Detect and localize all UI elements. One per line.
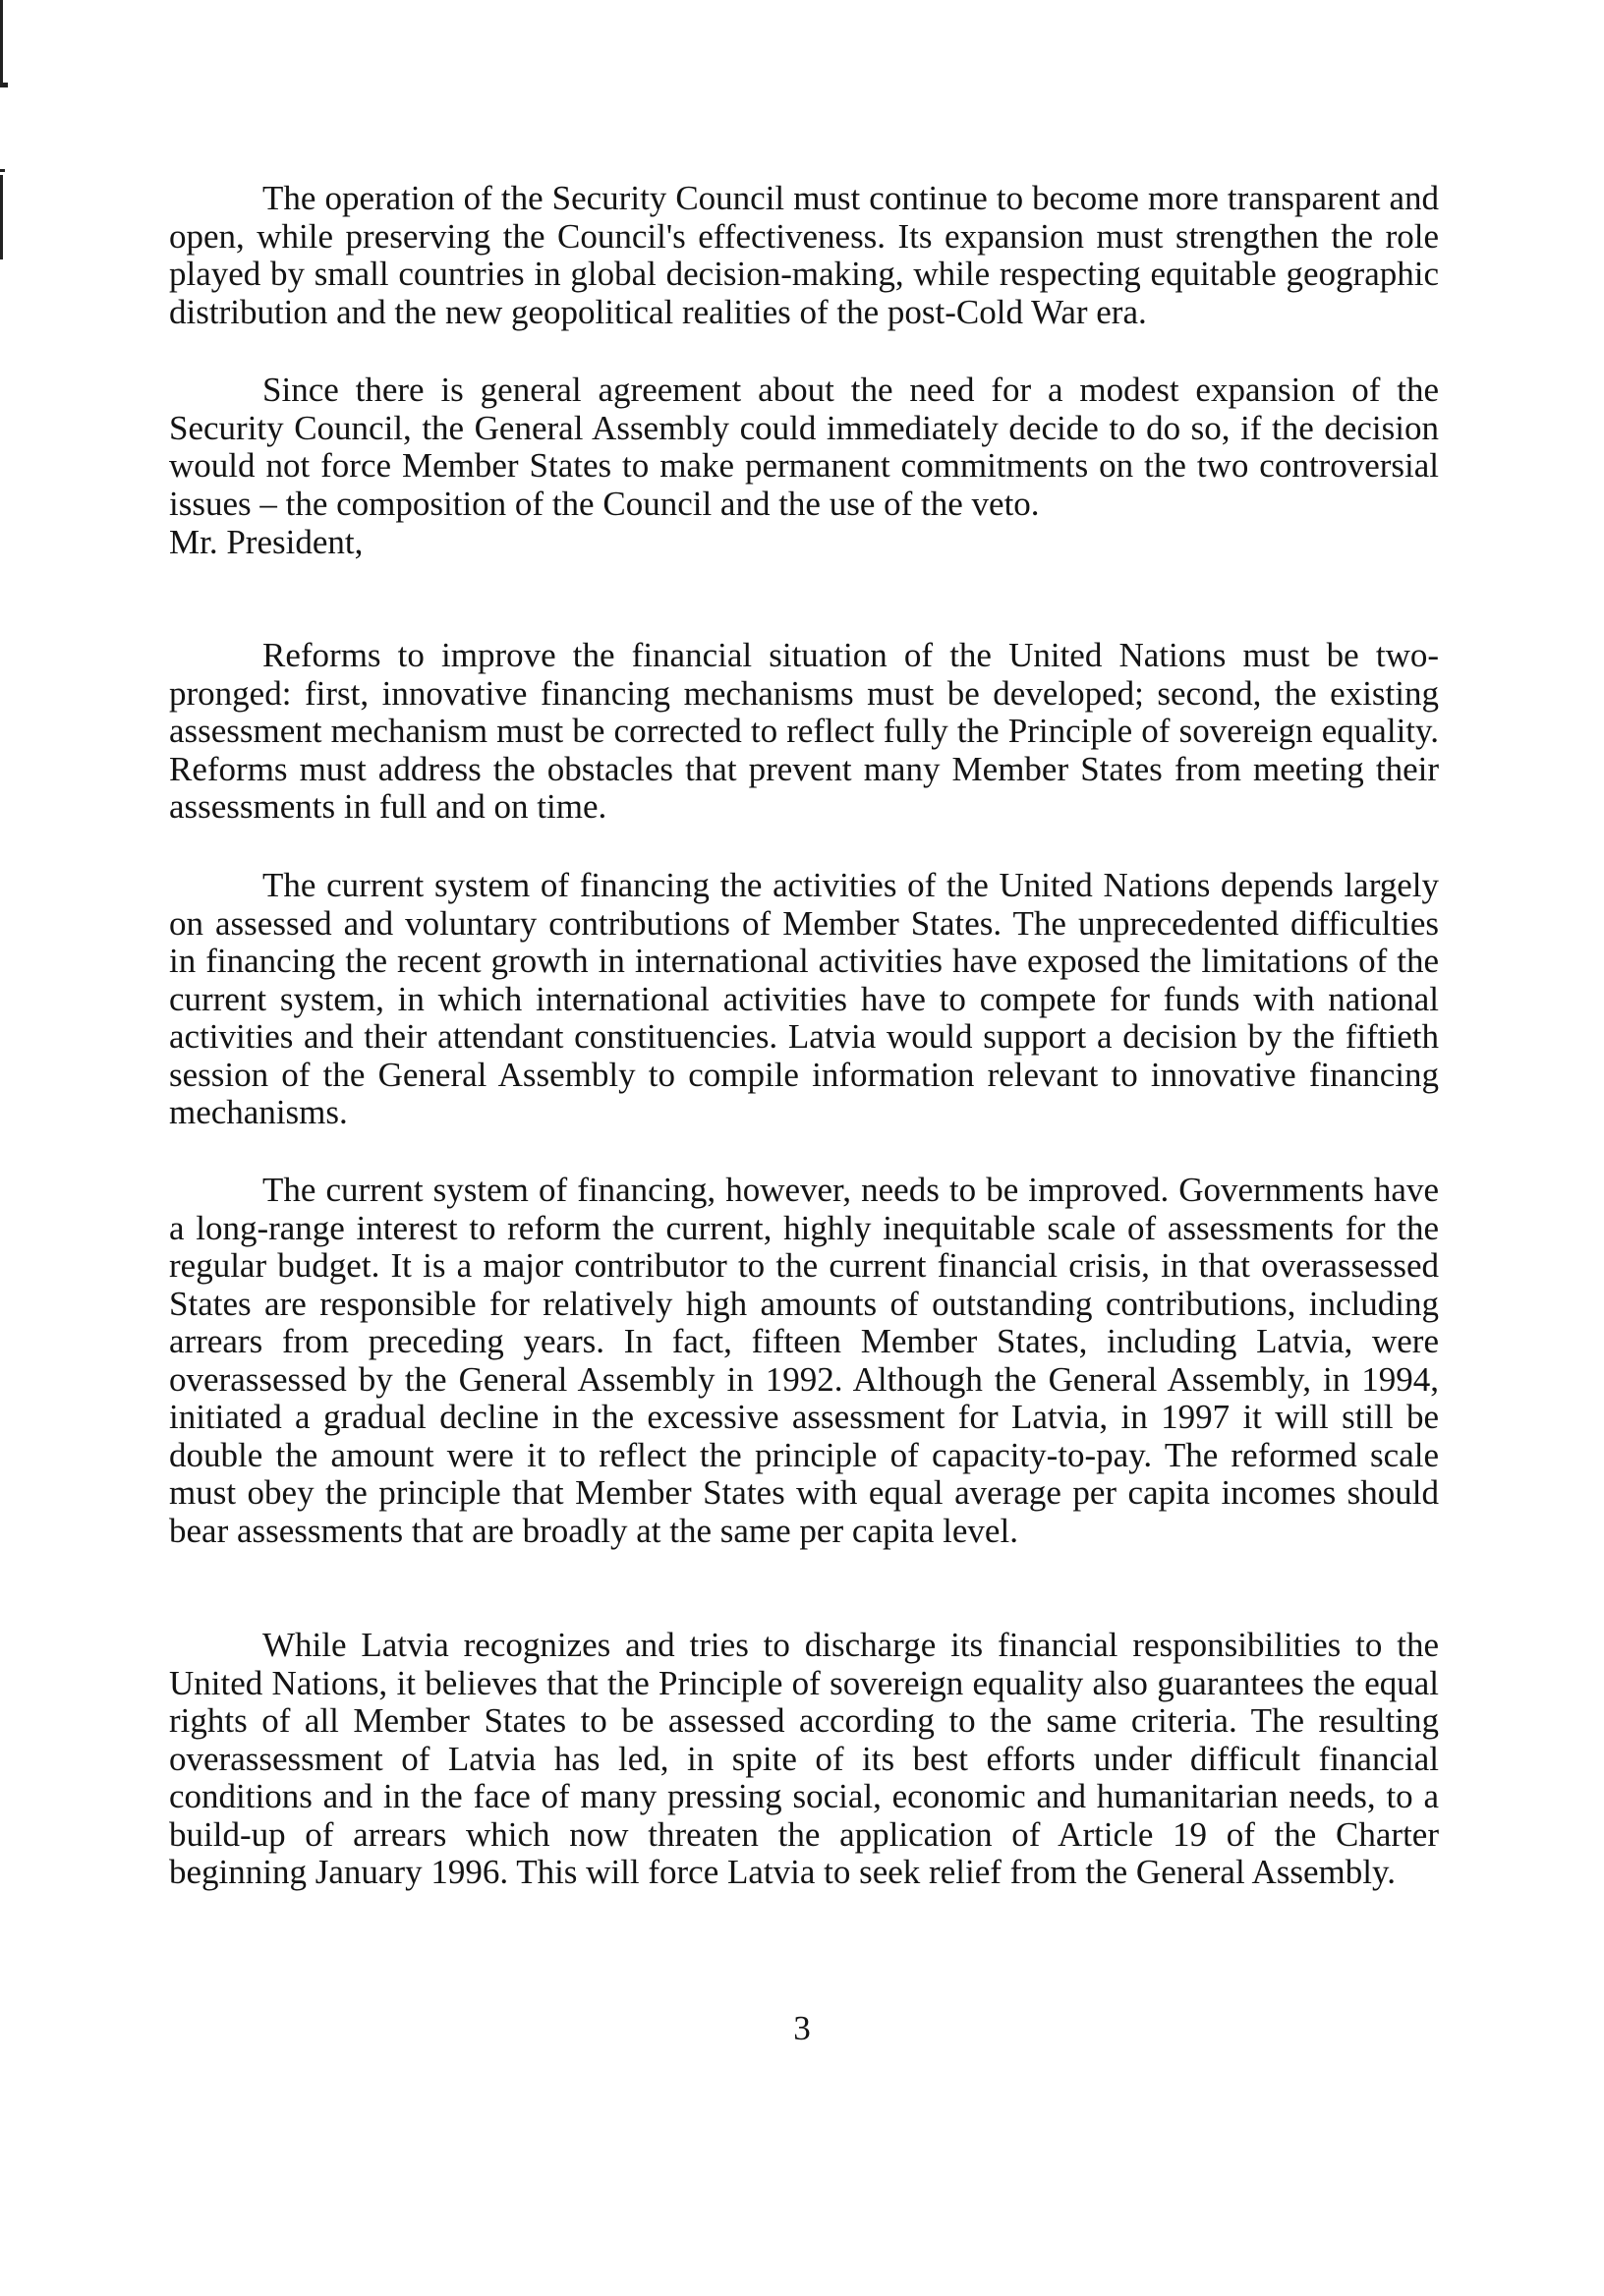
scan-edge-mark [0,169,5,172]
paragraph-scale-of-assessments: The current system of financing, however, needs to be improved. Governments have a long-range interest to reform the current, highly inequitable scale of assessments for the regular budget. It is a major contributor to the current financial crisis, in that overassessed States are responsible for relatively high amounts of outstanding contributions, including arrears from preceding years. In fact, fifteen Member States, including Latvia, were overassessed by the General Assembly in 1992. Although the General Assembly, in 1994, initiated a gradual decline in the excessive assessment for Latvia, in 1997 it will still be double the amount were it to reflect the principle of capacity-to-pay. The reformed scale must obey the principle that Member States with equal average per capita incomes should bear assessments that are broadly at the same per capita level. [169,1171,1439,1550]
paragraph-latvia-arrears: While Latvia recognizes and tries to discharge its financial responsibilities to the United Nations, it believes that the Principle of sovereign equality also guarantees the equal rights of all Member States to be assessed according to the same criteria. The resulting overassessment of Latvia has led, in spite of its best efforts under difficult financial conditions and in the face of many pressing social, economic and humanitarian needs, to a build-up of arrears which now threaten the application of Article 19 of the Charter beginning January 1996. This will force Latvia to seek relief from the General Assembly. [169,1626,1439,1891]
paragraph-security-council-transparency: The operation of the Security Council must continue to become more transparent and open, while preserving the Council's effectiveness. Its expansion must strengthen the role played by small countries in global decision-making, while respecting equitable geographic distribution and the new geopolitical realities of the post-Cold War era. [169,179,1439,331]
scan-edge-mark [0,83,8,87]
scan-edge-mark [0,0,3,86]
paragraph-financial-reforms: Reforms to improve the financial situation of the United Nations must be two-pronged: first, innovative financing mechanisms must be developed; second, the existing assessment mechanism must be corrected to reflect fully the Principle of sovereign equality. Reforms must address the obstacles that prevent many Member States from meeting their assessments in full and on time. [169,636,1439,826]
paragraph-security-council-expansion: Since there is general agreement about the need for a modest expansion of the Security Council, the General Assembly could immediately decide to do so, if the decision would not force Member States to make permanent commitments on the two controversial issues – the composition of the Council and the use of the veto. [169,371,1439,523]
salutation: Mr. President, [169,523,364,561]
paragraph-current-financing-system: The current system of financing the activities of the United Nations depends largely on assessed and voluntary contributions of Member States. The unprecedented difficulties in financing the recent growth in international activities have exposed the limitations of the current system, in which international activities have to compete for funds with national activities and their attendant constituencies. Latvia would support a decision by the fiftieth session of the General Assembly to compile information relevant to innovative financing mechanisms. [169,866,1439,1131]
page-number: 3 [793,2009,811,2047]
scan-edge-mark [0,175,3,259]
